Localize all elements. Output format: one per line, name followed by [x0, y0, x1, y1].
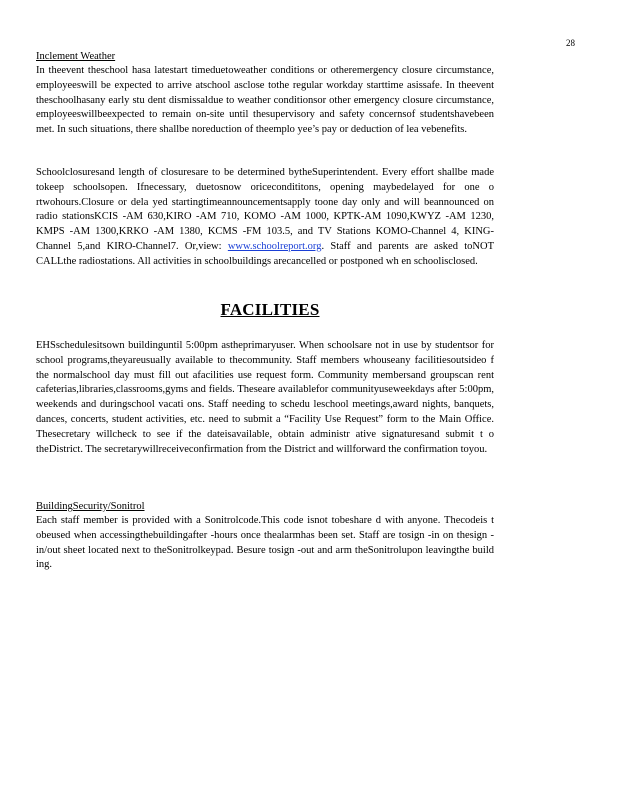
- facilities-paragraph: EHSschedulesitsown buildinguntil 5:00pm astheprimaryuser. When schoolsare not in use by studentsor for school programs,theyareusually available to thecommunity. Staff members whouseany facilitiesoutsideo f the normalschool day must fill out afacilities use request form. Community membersand groupscan rent cafeterias,libraries,classrooms,gyms and fields. Theseare availablefor communityuseweekdays after 5:00pm, weekends and duringschool vacati ons. Staff needing to schedu leschool meetings,award nights, banquets, dances, concerts, student activities, etc. need to submit a “Facility Use Request” form to the Main Office. Thesecretary willcheck to see if the dateisavailable, obtain administr ative signaturesand submit t o theDistrict. The secretarywillreceiveconfirmation from the District and willforward the confirmation toyou.: [36, 340, 494, 455]
- building-security-heading: BuildingSecurity/Sonitrol: [36, 501, 145, 512]
- school-closure-text: Schoolclosuresand length of closuresare to be determined bytheSuperintendent. Every effort shallbe made tokeep schoolsopen. Ifnecessary, duetosnow oricecondititons, opening maybedelayed for one o rtwohours.Closure or dela yed startingtimeannouncementsapply toone day only and will beannounced on radio stationsKCIS -AM 630,KIRO -AM 710, KOMO -AM 1000, KPTK-AM 1090,KWYZ -AM 1230, KMPS -AM 1300,KRKO -AM 1380, KCMS -FM 103.5, and TV Stations KOMO-Channel 4, KING-Channel 5,and KIRO-Channel7. Or,view:: [36, 167, 494, 252]
- schoolreport-link[interactable]: www.schoolreport.org: [227, 240, 322, 252]
- facilities-title: FACILITIES: [220, 300, 320, 319]
- school-closure-paragraph: [36, 166, 494, 270]
- school-closure-text-after-link: . Staff and parents are asked toNOT CALLthe radiostations. All activities in schoolbuildings arecancelled or postponed wh en schoolisclosed.: [36, 240, 494, 267]
- inclement-weather-paragraph: In theevent theschool hasa latestart timeduetoweather conditions or otheremergency closure circumstance, employeeswill be expected to arrive atschool asclose tothe regular workday starttime asissafe. In theevent theschoolhasany early stu dent dismissaldue to weather conditionsor other emergency closure circumstance, employeeswillbeexpected to remain on-site until thesupervisory and safety concernsof studentshavebeen met. In such situations, there shallbe noreduction of theemplo yee’s pay or deduction of lea vebenefits.: [36, 65, 494, 136]
- page-number: 28: [566, 38, 575, 48]
- building-security-paragraph: Each staff member is provided with a Sonitrolcode.This code isnot tobeshare d with anyone. Thecodeis t obeused when accessingthebuildingafter -hours once thealarmhas been set. Staff are tosign -in on thesign -in/out sheet located next to theSonitrolkeypad. Besure tosign -out and arm theSonitrolupon leavingthe build ing.: [36, 515, 494, 571]
- inclement-weather-heading: Inclement Weather: [36, 51, 116, 62]
